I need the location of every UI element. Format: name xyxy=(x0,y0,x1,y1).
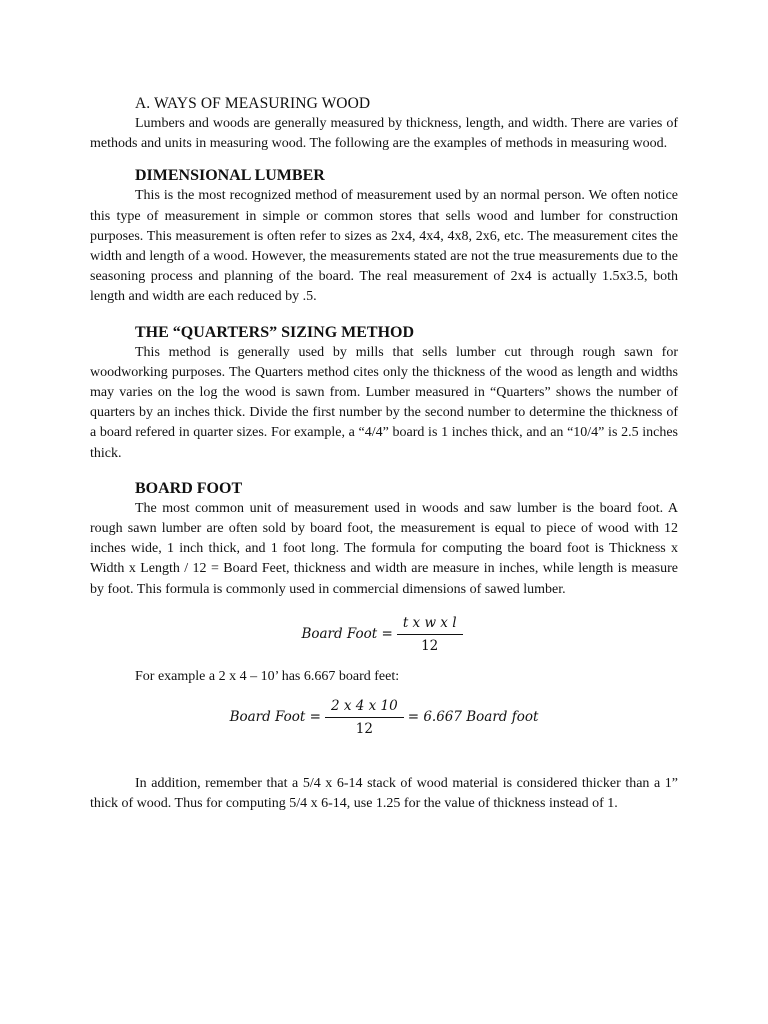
example-formula-denominator: 12 xyxy=(355,720,373,737)
formula-denominator: 12 xyxy=(421,637,439,654)
example-formula-numerator: 2 x 4 x 10 xyxy=(325,697,404,718)
page-title: A. WAYS OF MEASURING WOOD xyxy=(135,95,371,112)
example-formula-rhs: = 6.667 Board foot xyxy=(407,709,539,726)
heading-quarters-method: THE “QUARTERS” SIZING METHOD xyxy=(135,323,415,341)
heading-dimensional-lumber: DIMENSIONAL LUMBER xyxy=(135,167,325,185)
example-formula xyxy=(90,697,678,738)
example-text: For example a 2 x 4 – 10’ has 6.667 board feet: xyxy=(135,668,400,684)
example-formula-lhs: Board Foot = xyxy=(229,709,321,726)
addition-paragraph: In addition, remember that a 5/4 x 6-14 stack of wood material is considered thicker than a 1” thick of wood. Thus for computing 5/4 x 6-14, use 1.25 for the value of thickness instead of 1. xyxy=(90,775,678,812)
formula-fraction xyxy=(397,614,463,655)
intro-paragraph: Lumbers and woods are generally measured by thickness, length, and width. There are varies of methods and units in measuring wood. The following are the examples of methods in measuring wood. xyxy=(90,116,678,152)
paragraph-quarters-method: This method is generally used by mills that sells lumber cut through rough sawn for woodworking purposes. The Quarters method cites only the thickness of the wood as length and widths may varies on the log the wood is sawn from. Lumber measured in “Quarters” shows the number of quarters by an inches thick. Divide the first number by the second number to determine the thickness of a board refered in quarter sizes. For example, a “4/4” board is 1 inches thick, and an “10/4” is 2.5 inches thick. xyxy=(90,344,678,461)
board-foot-formula xyxy=(90,614,678,655)
paragraph-board-foot: The most common unit of measurement used in woods and saw lumber is the board foot. A rough sawn lumber are often sold by board foot, the measurement is equal to piece of wood with 12 inches wide, 1 inch thick, and 1 foot long. The formula for computing the board foot is Thickness x Width x Length / 12 = Board Feet, thickness and width are measure in inches, while length is measure by foot. This formula is commonly used in commercial dimensions of sawed lumber. xyxy=(90,500,678,597)
heading-board-foot: BOARD FOOT xyxy=(135,479,243,497)
formula-lhs: Board Foot = xyxy=(301,626,393,643)
example-formula-fraction xyxy=(325,697,404,738)
formula-numerator: t x w x l xyxy=(397,614,463,635)
paragraph-dimensional-lumber: This is the most recognized method of measurement used by an normal person. We often notice this type of measurement in simple or common stores that sells wood and lumber for construction purposes. This measurement is often refer to sizes as 2x4, 4x4, 4x8, 2x6, etc. The measurement cites the width and length of a wood. However, the measurements stated are not the true measurements due to the seasoning process and planning of the board. The real measurement of 2x4 is actually 1.5x3.5, both length and width are each reduced by .5. xyxy=(90,188,678,305)
